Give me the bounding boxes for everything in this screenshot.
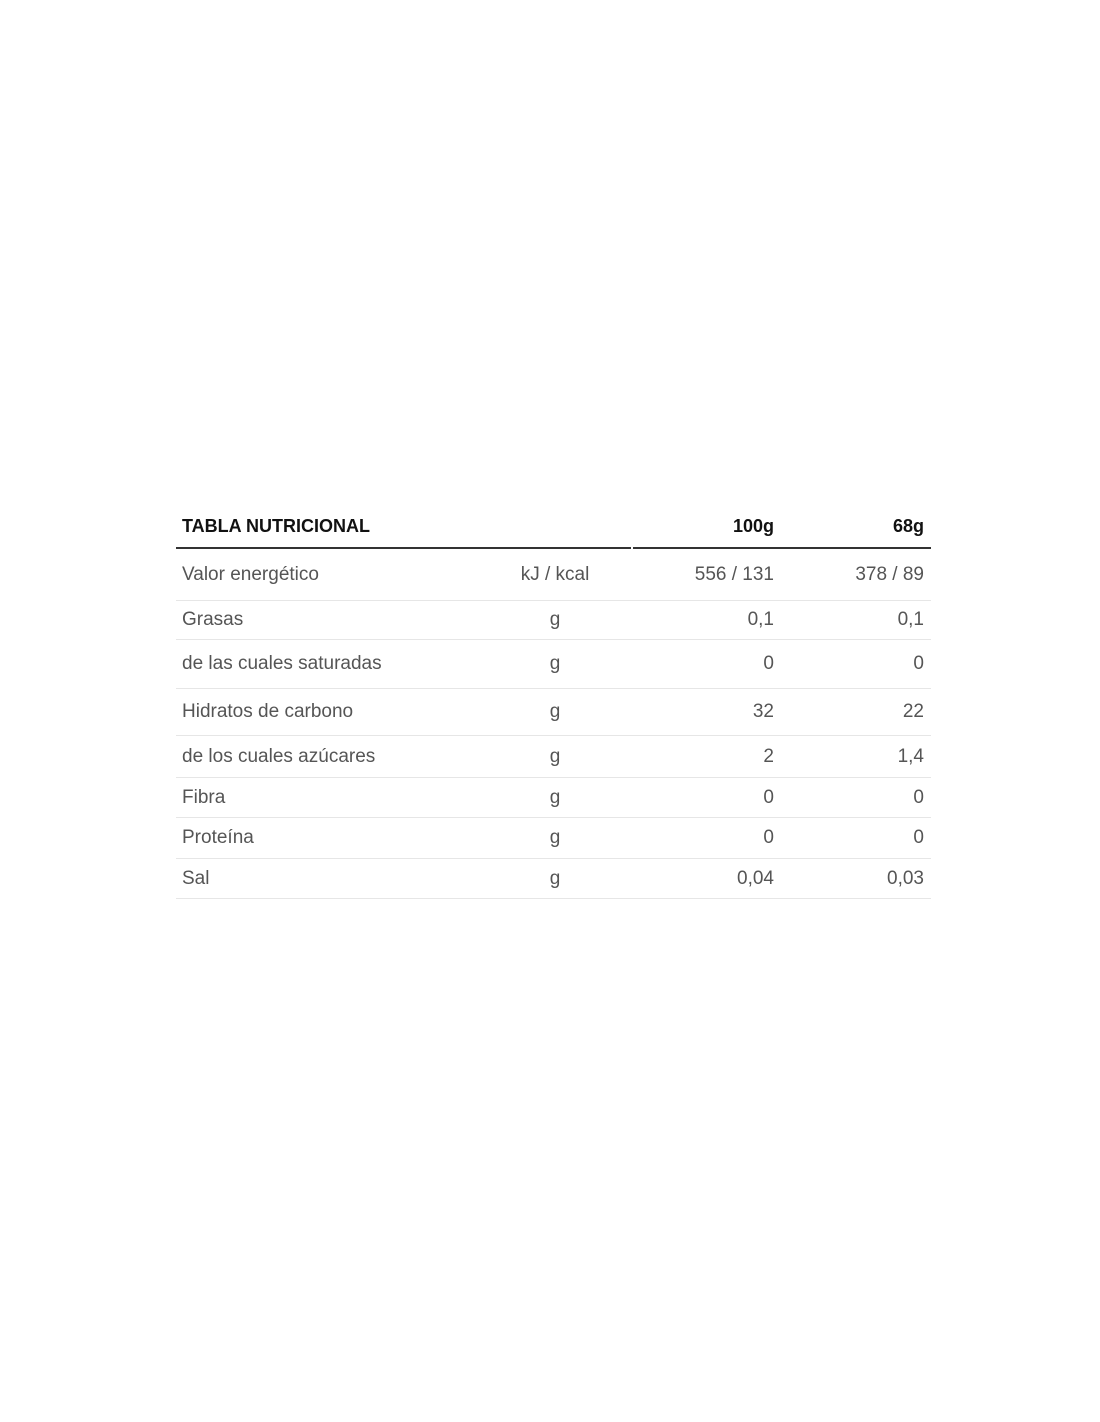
value-per-68g: 22 bbox=[902, 701, 924, 722]
value-per-68g: 0 bbox=[913, 786, 924, 808]
nutrition-table bbox=[176, 504, 931, 899]
value-per-100g: 0 bbox=[763, 786, 774, 808]
nutrient-name: Proteína bbox=[182, 827, 254, 848]
nutrient-name: de los cuales azúcares bbox=[182, 745, 376, 767]
table-row bbox=[176, 818, 931, 859]
value-per-68g: 1,4 bbox=[897, 745, 924, 767]
table-title: TABLA NUTRICIONAL bbox=[182, 516, 370, 536]
nutrient-name: Grasas bbox=[182, 609, 244, 630]
nutrient-unit: g bbox=[549, 701, 561, 722]
table-row bbox=[176, 549, 931, 601]
nutrient-unit: kJ / kcal bbox=[520, 563, 590, 585]
value-per-68g: 0 bbox=[913, 827, 924, 848]
table-row bbox=[176, 859, 931, 899]
table-row bbox=[176, 689, 931, 736]
per-100g-column-header: 100g bbox=[732, 516, 774, 536]
nutrient-unit: g bbox=[549, 609, 561, 630]
value-per-100g: 0 bbox=[763, 653, 774, 674]
value-per-100g: 556 / 131 bbox=[694, 563, 774, 585]
value-per-68g: 0,1 bbox=[897, 609, 924, 630]
nutrient-name: Hidratos de carbono bbox=[182, 701, 354, 722]
value-per-100g: 0 bbox=[763, 827, 774, 848]
table-row bbox=[176, 778, 931, 818]
nutrient-unit: g bbox=[549, 827, 561, 848]
nutrient-unit: g bbox=[549, 786, 561, 808]
nutrient-unit: g bbox=[549, 867, 561, 889]
table-row bbox=[176, 640, 931, 689]
value-per-68g: 378 / 89 bbox=[855, 563, 924, 585]
value-per-100g: 32 bbox=[752, 701, 774, 722]
nutrient-unit: g bbox=[549, 653, 561, 674]
nutrient-name: Fibra bbox=[182, 786, 226, 808]
value-per-100g: 0,04 bbox=[737, 867, 774, 889]
per-68g-column-header: 68g bbox=[892, 516, 924, 536]
table-row bbox=[176, 736, 931, 778]
value-per-68g: 0 bbox=[913, 653, 924, 674]
nutrient-name: Valor energético bbox=[182, 563, 319, 585]
nutrient-name: Sal bbox=[182, 867, 210, 889]
nutrient-name: de las cuales saturadas bbox=[182, 653, 382, 674]
value-per-68g: 0,03 bbox=[887, 867, 924, 889]
value-per-100g: 2 bbox=[763, 745, 774, 767]
value-per-100g: 0,1 bbox=[747, 609, 774, 630]
table-header-row bbox=[176, 504, 931, 549]
table-row bbox=[176, 601, 931, 640]
nutrient-unit: g bbox=[549, 745, 561, 767]
